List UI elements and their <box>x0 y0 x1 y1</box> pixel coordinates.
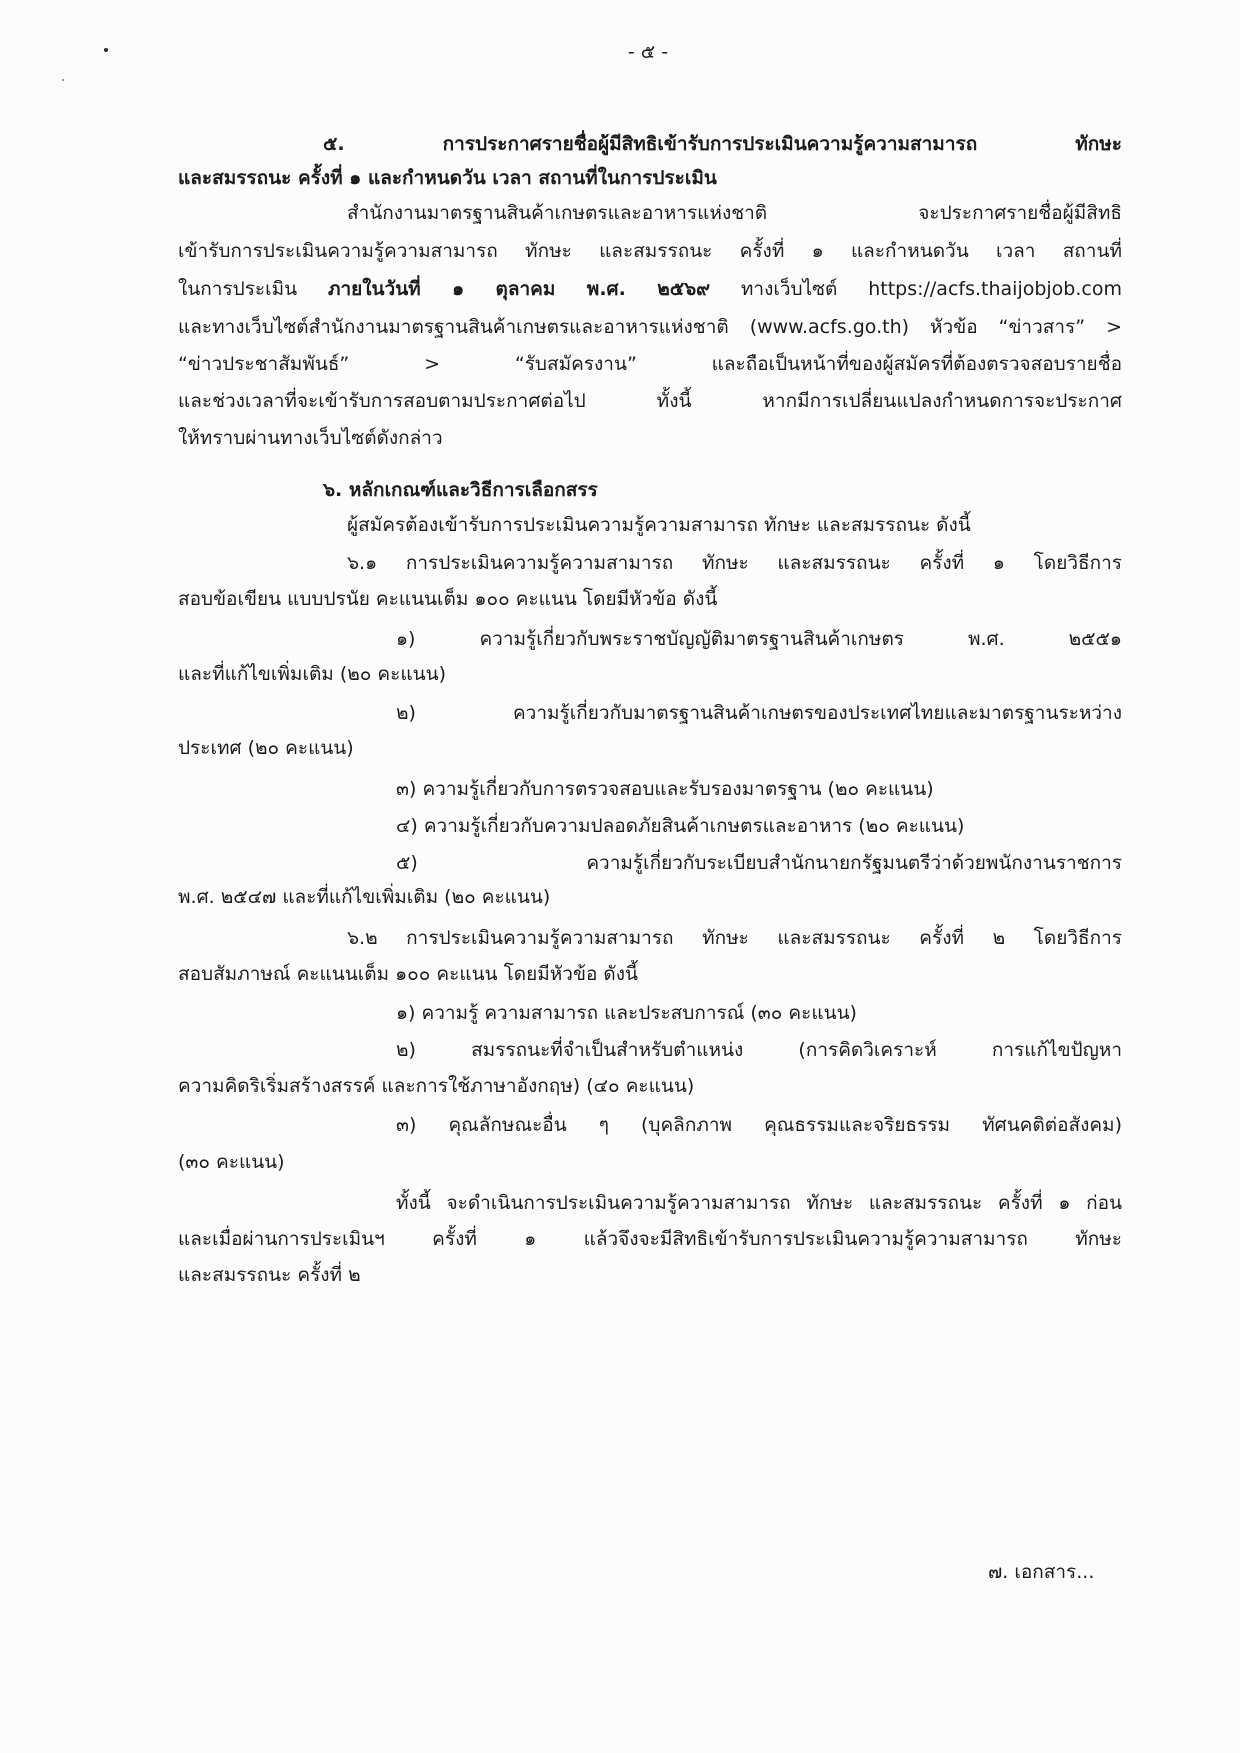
assessment-2-topic-line: ความคิดริเริ่มสร้างสรรค์ และการใช้ภาษาอังกฤษ) (๔๐ คะแนน) <box>178 1075 695 1097</box>
scan-speck <box>62 79 64 81</box>
application-website-url: https://acfs.thaijobjob.com <box>868 278 1122 300</box>
section-5-heading-line: และสมรรถนะ ครั้งที่ ๑ และกำหนดวัน เวลา สถานที่ในการประเมิน <box>178 167 717 189</box>
assessment-2-line: ๖.๒ การประเมินความรู้ความสามารถ ทักษะ และสมรรถนะ ครั้งที่ ๒ โดยวิธีการ <box>347 927 1122 949</box>
assessment-1-topic-line: ๔) ความรู้เกี่ยวกับความปลอดภัยสินค้าเกษตรและอาหาร (๒๐ คะแนน) <box>396 815 965 837</box>
note-line: และสมรรถนะ ครั้งที่ ๒ <box>178 1264 361 1286</box>
assessment-2-topic-line: ๒) สมรรถนะที่จำเป็นสำหรับตำแหน่ง (การคิดวิเคราะห์ การแก้ไขปัญหา <box>396 1039 1122 1061</box>
section-5-deadline-line <box>178 271 1122 307</box>
note-line: ทั้งนี้ จะดำเนินการประเมินความรู้ความสามารถ ทักษะ และสมรรถนะ ครั้งที่ ๑ ก่อน <box>396 1192 1122 1214</box>
assessment-1-line: ๖.๑ การประเมินความรู้ความสามารถ ทักษะ และสมรรถนะ ครั้งที่ ๑ โดยวิธีการ <box>347 552 1122 574</box>
section-5-body-line: เข้ารับการประเมินความรู้ความสามารถ ทักษะ และสมรรถนะ ครั้งที่ ๑ และกำหนดวัน เวลา สถานที่ <box>178 240 1122 262</box>
assessment-1-topic-line: ๕) ความรู้เกี่ยวกับระเบียบสำนักนายกรัฐมนตรีว่าด้วยพนักงานราชการ <box>396 852 1122 874</box>
section-5-heading-line: ๕. การประกาศรายชื่อผู้มีสิทธิเข้ารับการประเมินความรู้ความสามารถ ทักษะ <box>323 133 1122 155</box>
assessment-2-topic-line: ๓) คุณลักษณะอื่น ๆ (บุคลิกภาพ คุณธรรมและจริยธรรม ทัศนคติต่อสังคม) <box>396 1114 1122 1136</box>
assessment-1-topic-line: และที่แก้ไขเพิ่มเติม (๒๐ คะแนน) <box>178 663 446 685</box>
assessment-2-topic-line: ๑) ความรู้ ความสามารถ และประสบการณ์ (๓๐ คะแนน) <box>396 1002 857 1024</box>
section-5-body-line: “ข่าวประชาสัมพันธ์” > “รับสมัครงาน” และถือเป็นหน้าที่ของผู้สมัครที่ต้องตรวจสอบรายชื่อ <box>178 353 1122 375</box>
deadline-lead-text: ในการประเมิน <box>178 278 298 300</box>
assessment-1-topic-line: ประเทศ (๒๐ คะแนน) <box>178 737 354 759</box>
deadline-channel-text: ทางเว็บไซต์ <box>740 278 838 300</box>
section-5-body-line: สำนักงานมาตรฐานสินค้าเกษตรและอาหารแห่งชาติ จะประกาศรายชื่อผู้มีสิทธิ <box>347 202 1122 224</box>
assessment-2-line: สอบสัมภาษณ์ คะแนนเต็ม ๑๐๐ คะแนน โดยมีหัวข้อ ดังนี้ <box>178 963 639 985</box>
next-page-continuation: ๗. เอกสาร... <box>988 1561 1095 1583</box>
assessment-1-line: สอบข้อเขียน แบบปรนัย คะแนนเต็ม ๑๐๐ คะแนน โดยมีหัวข้อ ดังนี้ <box>178 588 718 610</box>
section-6-heading: ๖. หลักเกณฑ์และวิธีการเลือกสรร <box>323 479 598 501</box>
section-5-body-line: และทางเว็บไซต์สำนักงานมาตรฐานสินค้าเกษตรและอาหารแห่งชาติ (www.acfs.go.th) หัวข้อ “ข่าวสาร” > <box>178 316 1122 338</box>
scan-speck <box>104 48 108 52</box>
section-5-body-line: และช่วงเวลาที่จะเข้ารับการสอบตามประกาศต่อไป ทั้งนี้ หากมีการเปลี่ยนแปลงกำหนดการจะประกาศ <box>178 390 1122 412</box>
note-line: และเมื่อผ่านการประเมินฯ ครั้งที่ ๑ แล้วจึงจะมีสิทธิเข้ารับการประเมินความรู้ความสามารถ ทักษะ <box>178 1228 1122 1250</box>
assessment-1-topic-line: ๑) ความรู้เกี่ยวกับพระราชบัญญัติมาตรฐานสินค้าเกษตร พ.ศ. ๒๕๕๑ <box>396 628 1122 650</box>
announcement-deadline: ภายในวันที่ ๑ ตุลาคม พ.ศ. ๒๕๖๙ <box>327 278 711 300</box>
section-6-intro: ผู้สมัครต้องเข้ารับการประเมินความรู้ความสามารถ ทักษะ และสมรรถนะ ดังนี้ <box>347 514 971 536</box>
assessment-1-topic-line: ๓) ความรู้เกี่ยวกับการตรวจสอบและรับรองมาตรฐาน (๒๐ คะแนน) <box>396 778 934 800</box>
page-number: - ๕ - <box>627 41 669 63</box>
section-5-body-line: ให้ทราบผ่านทางเว็บไซต์ดังกล่าว <box>178 427 443 449</box>
assessment-2-topic-line: (๓๐ คะแนน) <box>178 1151 285 1173</box>
assessment-1-topic-line: ๒) ความรู้เกี่ยวกับมาตรฐานสินค้าเกษตรของประเทศไทยและมาตรฐานระหว่าง <box>396 702 1122 724</box>
assessment-1-topic-line: พ.ศ. ๒๕๔๗ และที่แก้ไขเพิ่มเติม (๒๐ คะแนน) <box>178 886 551 908</box>
